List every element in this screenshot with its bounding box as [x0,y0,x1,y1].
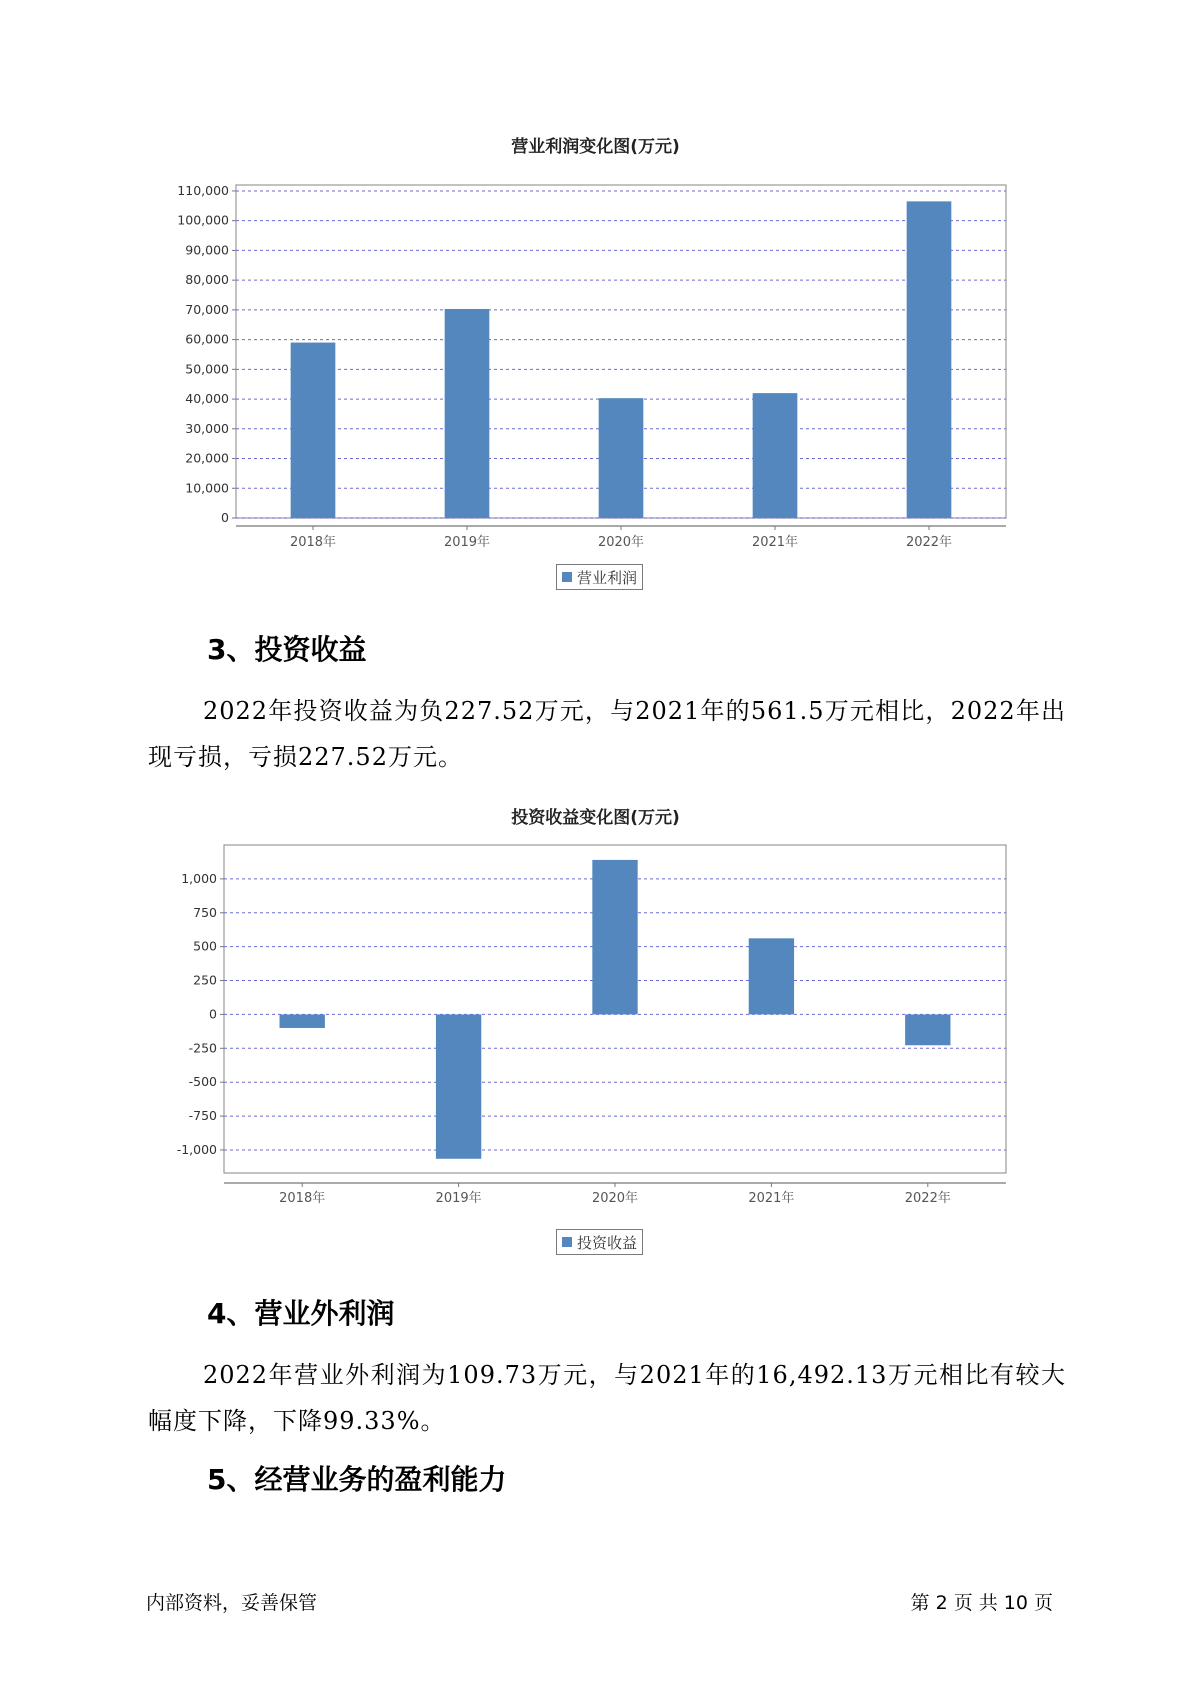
bar [445,309,490,518]
y-tick-label: -250 [188,1040,217,1056]
bar [280,1014,325,1028]
legend-swatch [562,1237,572,1247]
x-tick-label: 2019年 [435,1191,482,1206]
y-tick-label: 90,000 [185,242,229,258]
y-tick-label: 60,000 [185,331,229,347]
page-number: 第 2 页 共 10 页 [910,1592,1053,1614]
y-tick-label: 10,000 [185,480,229,496]
x-tick-label: 2022年 [904,1191,951,1206]
y-tick-label: -500 [188,1074,217,1090]
bar [436,1014,481,1158]
chart-title-investment-income: 投资收益变化图(万元) [511,808,680,828]
y-tick-label: 30,000 [185,420,229,436]
investment-income-chart [0,840,1191,1240]
section-paragraph: 2022年营业外利润为109.73万元，与2021年的16,492.13万元相比有较大幅度下降，下降99.33%。 [148,1361,1066,1435]
footer-note: 内部资料，妥善保管 [146,1592,318,1614]
bar [599,398,644,518]
y-tick-label: 750 [193,904,217,920]
legend-label: 营业利润 [577,568,638,587]
section-heading: 5、经营业务的盈利能力 [207,1463,507,1496]
bar [907,201,952,518]
bar [753,393,798,518]
chart-legend [556,1229,643,1255]
section-heading: 3、投资收益 [207,633,367,666]
chart-title-operating-profit: 营业利润变化图(万元) [511,137,680,157]
y-tick-label: 80,000 [185,272,229,288]
x-tick-label: 2019年 [443,535,491,550]
y-tick-label: 1,000 [181,870,217,886]
y-tick-label: 100,000 [177,212,229,228]
y-tick-label: -750 [188,1108,217,1124]
operating-profit-chart [0,160,1191,560]
legend-swatch [562,572,572,582]
y-tick-label: 50,000 [185,361,229,377]
x-tick-label: 2020年 [597,535,645,550]
chart-legend [556,564,643,590]
y-tick-label: 250 [193,972,217,988]
bar [905,1014,950,1045]
y-tick-label: 70,000 [185,301,229,317]
y-tick-label: 20,000 [185,450,229,466]
bar [291,343,336,518]
x-tick-label: 2018年 [289,535,337,550]
y-tick-label: 0 [221,510,229,525]
y-tick-label: 0 [209,1006,217,1022]
legend-label: 投资收益 [577,1233,638,1252]
x-tick-label: 2018年 [279,1191,326,1206]
bar [592,860,637,1015]
x-tick-label: 2021年 [751,535,799,550]
section-paragraph: 2022年投资收益为负227.52万元，与2021年的561.5万元相比，2022年出现亏损，亏损227.52万元。 [148,697,1066,771]
y-tick-label: 110,000 [177,182,229,198]
y-tick-label: -1,000 [176,1141,217,1157]
x-tick-label: 2020年 [591,1191,639,1206]
section-heading: 4、营业外利润 [207,1297,395,1330]
x-tick-label: 2022年 [905,535,953,550]
x-tick-label: 2021年 [748,1191,795,1206]
y-tick-label: 40,000 [185,391,229,407]
bar [749,938,794,1014]
y-tick-label: 500 [193,938,217,954]
